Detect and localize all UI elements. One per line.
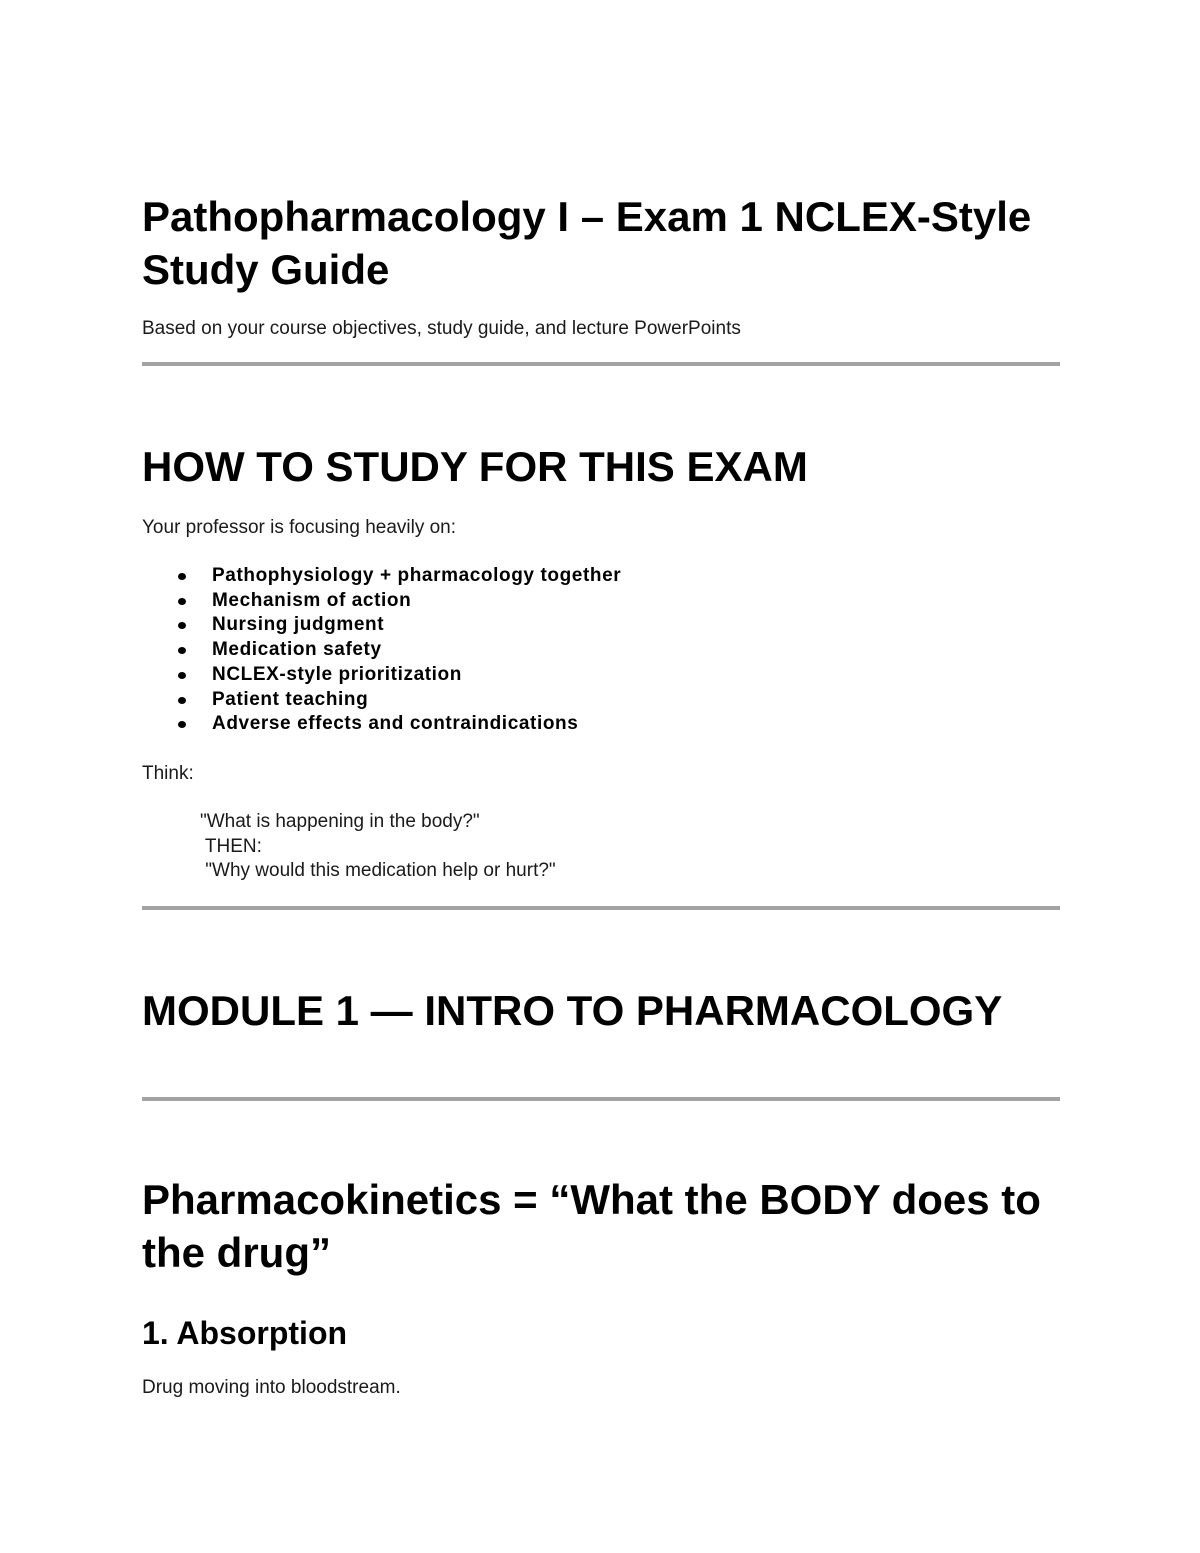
list-item: NCLEX-style prioritization — [142, 663, 621, 688]
absorption-heading: 1. Absorption — [142, 1315, 348, 1351]
focus-list — [142, 564, 621, 737]
list-item: Mechanism of action — [142, 589, 621, 614]
think-line: "Why would this medication help or hurt?" — [200, 860, 556, 881]
section-divider — [142, 362, 1060, 366]
bullet-icon — [178, 573, 186, 580]
bullet-icon — [178, 647, 186, 654]
think-line: "What is happening in the body?" — [200, 811, 480, 832]
absorption-text: Drug moving into bloodstream. — [142, 1377, 401, 1398]
document-title: Pathopharmacology I – Exam 1 NCLEX-Style Study Guide — [142, 193, 1032, 293]
bullet-icon — [178, 721, 186, 728]
pharmacokinetics-heading: Pharmacokinetics = “What the BODY does to the drug” — [142, 1176, 1041, 1276]
section-divider — [142, 1097, 1060, 1101]
bullet-icon — [178, 697, 186, 704]
think-quote-block — [200, 810, 556, 884]
document-subtitle: Based on your course objectives, study guide, and lecture PowerPoints — [142, 318, 741, 339]
think-line: THEN: — [200, 835, 262, 857]
bullet-icon — [178, 598, 186, 605]
module-heading: MODULE 1 — INTRO TO PHARMACOLOGY — [142, 987, 1003, 1034]
list-item: Nursing judgment — [142, 613, 621, 638]
bullet-icon — [178, 622, 186, 629]
study-section-heading: HOW TO STUDY FOR THIS EXAM — [142, 443, 808, 490]
section-divider — [142, 906, 1060, 910]
study-section-intro: Your professor is focusing heavily on: — [142, 517, 457, 538]
bullet-icon — [178, 672, 186, 679]
list-item: Pathophysiology + pharmacology together — [142, 564, 621, 589]
list-item: Adverse effects and contraindications — [142, 712, 621, 737]
think-label: Think: — [142, 763, 194, 784]
list-item: Patient teaching — [142, 688, 621, 713]
list-item: Medication safety — [142, 638, 621, 663]
